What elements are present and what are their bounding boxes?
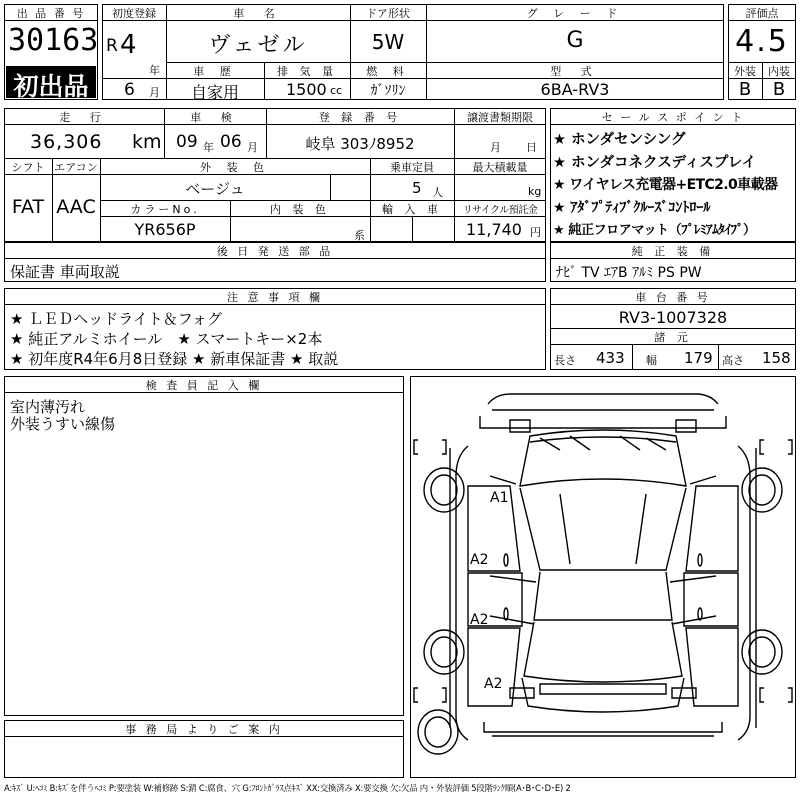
mileage-label: 走 行 [59, 111, 109, 124]
mileage-unit: km [132, 131, 162, 153]
plate-label: 登 録 番 号 [318, 111, 402, 124]
interior-grade: B [772, 79, 786, 100]
first-listing-label: 初出品 [13, 72, 89, 101]
damage-mark-a2-front-door: A2 [470, 552, 489, 568]
exterior-grade: B [738, 79, 752, 100]
reg-era: R [106, 36, 118, 56]
height-value: 158 [762, 349, 791, 367]
recycle-amount: 11,740 [466, 220, 522, 239]
history-label: 車 歴 [193, 65, 237, 78]
spec-label: 諸 元 [654, 331, 692, 344]
inspector-line-1: 室内薄汚れ [10, 398, 86, 416]
chassis-number: RV3-1007328 [618, 308, 728, 327]
sales-point-3: ★ ワイヤレス充電器+ETC2.0車載器 [553, 177, 778, 193]
sales-point-5: ★ 純正フロアマット（ﾌﾟﾚﾐｱﾑﾀｲﾌﾟ） [553, 223, 756, 238]
length-value: 433 [596, 349, 625, 367]
damage-mark-a1: A1 [490, 490, 509, 506]
transfer-month-unit: 月 [490, 141, 501, 154]
reg-label: 初度登録 [112, 7, 156, 20]
color-label: 外 装 色 [200, 161, 270, 174]
exterior-color: ベージュ [185, 180, 245, 198]
inspector-label: 検 査 員 記 入 欄 [145, 379, 263, 392]
inspector-line-2: 外装うすい線傷 [10, 415, 116, 433]
sales-points-label: セ ー ル ス ポ イ ン ト [601, 111, 745, 124]
width-label: 幅 [646, 354, 657, 367]
inspection-label: 車 検 [190, 111, 240, 124]
reg-year-unit: 年 [149, 64, 160, 77]
later-parts-label: 後 日 発 送 部 品 [216, 245, 334, 258]
transfer-label: 譲渡書類期限 [467, 111, 533, 124]
reg-year: 4 [120, 30, 137, 60]
reg-month: 6 [124, 80, 135, 100]
details-section [4, 108, 546, 242]
inspection-month: 06 [220, 132, 242, 152]
score-label: 評価点 [745, 7, 779, 20]
damage-mark-a2-rear-door: A2 [470, 612, 489, 628]
sales-point-1: ★ ホンダセンシング [553, 132, 686, 148]
displacement-label: 排 気 量 [277, 65, 337, 78]
interior-color-unit: 系 [354, 229, 365, 242]
history: 自家用 [190, 83, 239, 102]
equipment: ﾅﾋﾞ TV ｴｱB ｱﾙﾐ PS PW [556, 265, 702, 281]
sales-point-2: ★ ホンダコネクスディスプレイ [553, 155, 757, 171]
fuel: ｶﾞｿﾘﾝ [370, 83, 406, 99]
color-no-label: カラーNo. [130, 203, 200, 216]
plate-number: 岐阜 303ﾉ8952 [305, 135, 415, 153]
ac-label: エアコン [54, 161, 98, 174]
load-label: 最大積載量 [472, 161, 528, 174]
grade-label: グ レ ー ド [526, 7, 624, 20]
notes-label: 注 意 事 項 欄 [227, 291, 323, 304]
inspection-month-unit: 月 [247, 141, 258, 154]
note-line-1: ★ ＬＥＤヘッドライト＆フォグ [10, 310, 223, 328]
shift-label: シフト [11, 161, 45, 174]
transfer-day-unit: 日 [526, 141, 537, 154]
later-parts: 保証書 車両取説 [10, 263, 120, 281]
note-line-3: ★ 初年度R4年6月8日登録 ★ 新車保証書 ★ 取説 [10, 350, 339, 368]
height-label: 高さ [722, 354, 744, 367]
interior-label: 内装 [768, 65, 790, 78]
car-name-label: 車 名 [233, 7, 283, 20]
capacity-unit: 人 [432, 186, 443, 199]
displacement-unit: cc [330, 84, 343, 97]
interior-color-label: 内 装 色 [270, 203, 330, 216]
legend: A:ｷｽﾞ U:ﾍｺﾐ B:ｷｽﾞを伴うﾍｺﾐ P:要塗装 W:補修跡 S:錆 C:腐食、穴 G:ﾌﾛﾝﾄｶﾞﾗｽ点ｷｽﾞ XX:交換済み X:要交換 欠:欠品 内・外装評価 5段階ﾗﾝｸ順(A･B･C･D･E) 2 [4, 783, 571, 793]
note-line-2: ★ 純正アルミホイール ★ スマートキー×2本 [10, 330, 323, 348]
recycle-label: リサイクル預託金 [462, 205, 538, 216]
chassis-label: 車 台 番 号 [635, 291, 711, 304]
reg-month-unit: 月 [149, 86, 160, 99]
door-label: ドア形状 [366, 7, 410, 20]
displacement: 1500 [286, 80, 327, 99]
load-unit: kg [528, 185, 542, 198]
model: 6BA-RV3 [540, 80, 610, 99]
office-label: 事 務 局 よ り ご 案 内 [125, 723, 283, 736]
import-label: 輸 入 車 [382, 203, 442, 216]
exterior-label: 外装 [734, 65, 756, 78]
capacity-label: 乗車定員 [390, 161, 434, 174]
grade: G [566, 28, 584, 53]
recycle-unit: 円 [530, 226, 541, 239]
capacity: 5 [412, 179, 422, 197]
door-type: 5W [371, 30, 405, 54]
lot-label: 出 品 番 号 [16, 7, 86, 20]
equipment-label: 純 正 装 備 [631, 245, 715, 258]
sales-point-4: ★ ｱﾀﾞﾌﾟﾃｨﾌﾞｸﾙｰｽﾞｺﾝﾄﾛｰﾙ [553, 200, 711, 216]
shift: FAT [11, 196, 45, 218]
mileage: 36,306 [30, 131, 103, 153]
damage-mark-a2-rear-fender: A2 [484, 676, 503, 692]
car-diagram [410, 376, 796, 778]
model-label: 型 式 [550, 65, 600, 78]
color-no: YR656P [134, 220, 196, 239]
ac: AAC [56, 196, 96, 218]
inspection-year: 09 [176, 132, 198, 152]
lot-number: 30163 [8, 23, 99, 58]
car-name: ヴェゼル [208, 33, 308, 58]
fuel-label: 燃 料 [366, 65, 410, 78]
width-value: 179 [684, 349, 713, 367]
inspection-year-unit: 年 [203, 141, 214, 154]
length-label: 長さ [554, 354, 576, 367]
score: 4.5 [735, 24, 789, 59]
